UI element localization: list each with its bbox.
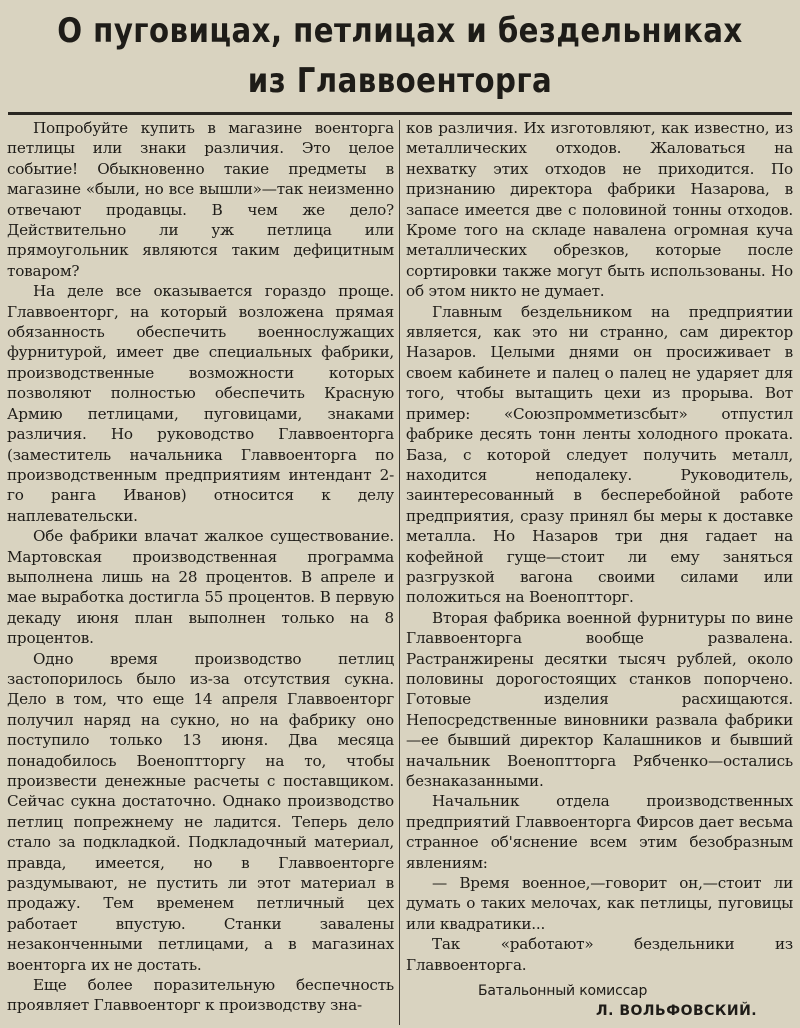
headline-line-2: из Главвоенторга [247,61,553,101]
author-signature [406,981,793,1021]
paragraph: На деле все оказывается гораздо проще. Главвоенторг, на который возложена прямая обязанность обеспечить военнослужащих фурнитурой, имеет две специальных фабрики, производственные возможности которых позволяют полностью обеспечить Красную Армию петлицами, пуговицами, знаками различия. Но руководство Главвоенторга (заместитель начальника Главвоенторга по производственным предприятиям интендант 2-го ранга Иванов) относится к делу наплевательски. [7,282,394,525]
paragraph: Одно время производство петлиц застопорилось было из-за отсутствия сукна. Дело в том, что еще 14 апреля Главвоенторг получил наряд на сукно, но на фабрику оно поступило только 13 июня. Два месяца понадобилось Военопттоpгу на то, чтобы произвести денежные расчеты с поставщиком. Сейчас сукна достаточно. Однако производство петлиц попрежнему не ладится. Теперь дело стало за подкладкой. Подкладочный материал, правда, имеется, но в Главвоенторге раздумывают, не пустить ли этот материал в продажу. Тем временем петличный цех работает впустую. Станки завалены незаконченными петлицами, а в магазинах военторга их не достать. [7,649,394,974]
paragraph: Вторая фабрика военной фурнитуры по вине Главвоенторга вообще развалена. Растранжирены десятки тысяч рублей, около половины дорогостоящих станков попорчено. Готовые изделия расхищаются. Непосредственные виновники развала фабрики—ее бывший директор Калашников и бывший начальник Военопттоpга Рябченко—остались безнаказанными. [406,608,793,790]
paragraph: Еще более поразительную беспечность проявляет Главвоенторг к производству зна- [7,976,394,1015]
right-column [406,118,793,1021]
paragraph: Начальник отдела производственных предприятий Главвоенторга Фирсов дает весьма странное об'яснение всем этим безобразным явлениям: [406,792,793,872]
headline-line-1: О пуговицах, петлицах и бездельниках [57,11,743,51]
column-divider [399,120,400,1025]
article-headline [56,6,744,106]
paragraph: ков различия. Их изготовляют, как известно, из металлических отходов. Жаловаться на нехватку этих отходов не приходится. По признанию директора фабрики Назарова, в запасе имеется две с половиной тонны отходов. Кроме того на складе навалена огромная куча металлических обрезков, которые после сортировки также могут быть использованы. Но об этом никто не думает. [406,119,793,301]
left-column [7,118,394,1016]
paragraph: Главным бездельником на предприятии является, как это ни странно, сам директор Назаров. Целыми днями он просиживает в своем кабинете и палец о палец не ударяет для того, чтобы вытащить цехи из прорыва. Вот пример: «Союзпромметизсбыт» отпустил фабрике десять тонн ленты холодного проката. База, с которой следует получить металл, находится неподалеку. Руководитель, заинтересованный в бесперебойной работе предприятия, сразу принял бы меры к доставке металла. Но Назаров три дня гадает на кофейной гуще—стоит ли ему заняться разгрузкой вагона своими силами или положиться на Военопттоpг. [406,302,793,607]
paragraph: Попробуйте купить в магазине военторга петлицы или знаки различия. Это целое событие! Обыкновенно такие предметы в магазине «были, но все вышли»—так неизменно отвечают продавцы. В чем же дело? Действительно ли уж петлица или прямоугольник являются таким дефицитным товаром? [7,119,394,280]
author-rank: Батальонный комиссар [478,983,648,1000]
headline-rule [8,112,792,115]
paragraph: — Время военное,—говорит он,—стоит ли думать о таких мелочах, как петлицы, пуговицы или квадратики... [406,874,793,933]
paragraph: Так «работают» бездельники из Главвоенторга. [406,935,793,974]
paragraph: Обе фабрики влачат жалкое существование. Мартовская производственная программа выполнена лишь на 28 процентов. В апреле и мае выработка достигла 55 процентов. В первую декаду июня план выполнен только на 8 процентов. [7,527,394,648]
author-name: Л. ВОЛЬФОВСКИЙ. [596,1003,758,1020]
